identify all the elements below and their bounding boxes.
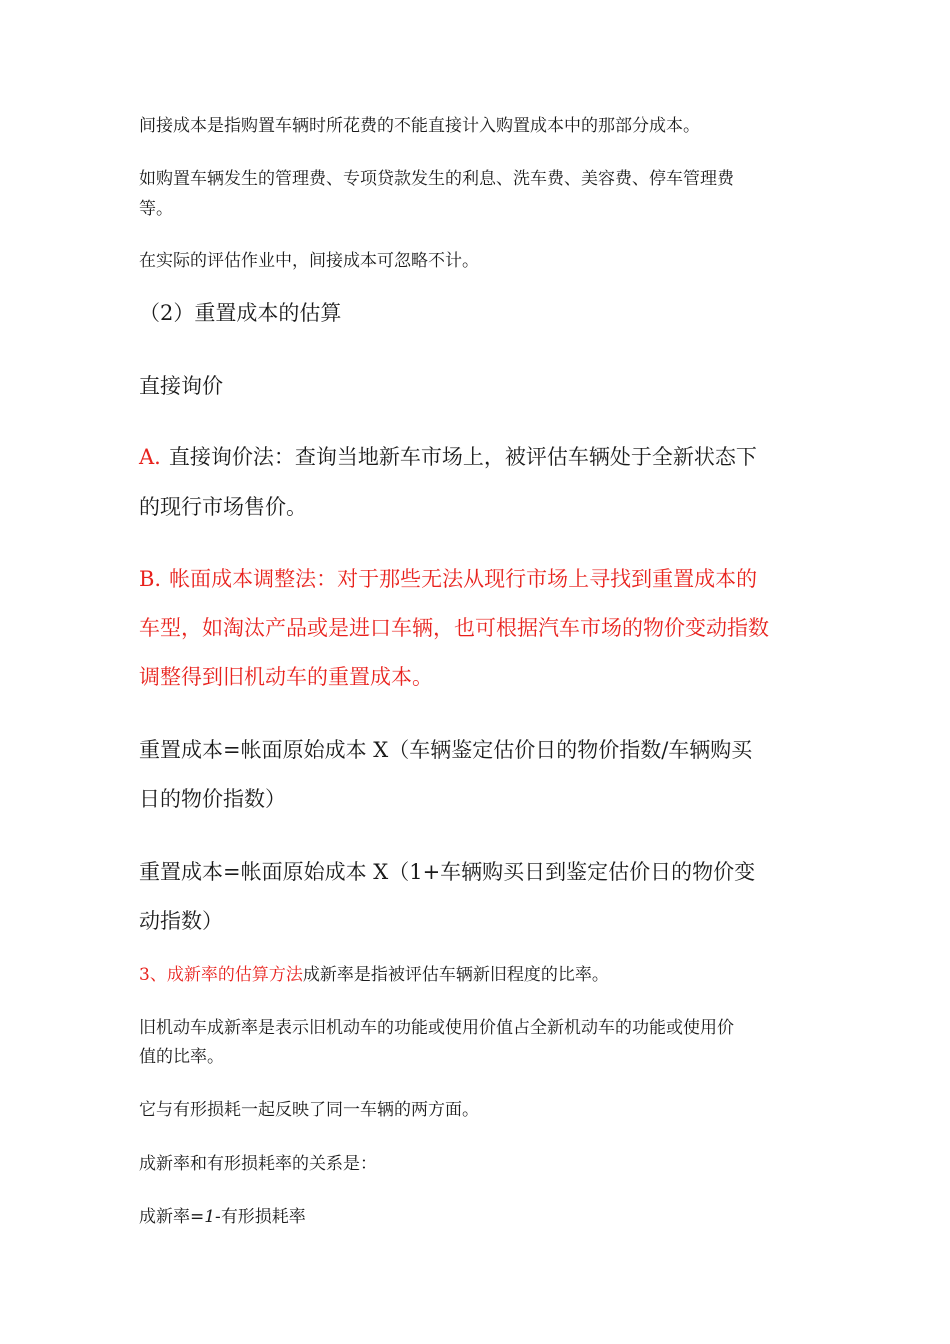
formula-newness-term: 成新率 (139, 1207, 190, 1227)
item-b-text-line1: 帐面成本调整法：对于那些无法从现行市场上寻找到重置成本的 (169, 567, 758, 591)
item-b-label: B. (139, 567, 162, 591)
section3-definition: 成新率是指被评估车辆新旧程度的比率。 (302, 965, 609, 985)
paragraph-newness-rate-line2: 值的比率。 (139, 1047, 224, 1067)
item-a-label: A. (139, 445, 161, 469)
formula2-line2: 动指数） (139, 909, 223, 933)
paragraph-indirect-cost-examples-line2: 等。 (139, 199, 173, 219)
paragraph-indirect-cost-ignore: 在实际的评估作业中，间接成本可忽略不计。 (139, 251, 479, 271)
item-a-line2: 的现行市场售价。 (139, 495, 307, 519)
paragraph-indirect-cost-examples-line1: 如购置车辆发生的管理费、专项贷款发生的利息、洗车费、美容费、停车管理费 (139, 169, 734, 189)
item-a-line1 (139, 441, 757, 471)
formula2-line1: 重置成本=帐面原始成本 X（1+车辆购买日到鉴定估价日的物价变 (139, 860, 756, 884)
formula1-line1: 重置成本=帐面原始成本 X（车辆鉴定估价日的物价指数/车辆购买 (139, 738, 753, 762)
item-b-line2: 车型，如淘汰产品或是进口车辆，也可根据汽车市场的物价变动指数 (139, 616, 769, 640)
formula1-line2: 日的物价指数） (139, 787, 286, 811)
formula-operator: =1- (190, 1207, 221, 1227)
section3-title: 3、成新率的估算方法 (139, 965, 303, 985)
item-b-line1 (139, 563, 757, 593)
paragraph-tangible-loss: 它与有形损耗一起反映了同一车辆的两方面。 (139, 1100, 479, 1120)
paragraph-indirect-cost-definition: 间接成本是指购置车辆时所花费的不能直接计入购置成本中的那部分成本。 (139, 116, 700, 136)
heading-replacement-cost-estimate: （2）重置成本的估算 (139, 301, 342, 325)
item-b-line3: 调整得到旧机动车的重置成本。 (139, 665, 433, 689)
heading-direct-inquiry: 直接询价 (139, 374, 223, 398)
paragraph-relation: 成新率和有形损耗率的关系是： (139, 1154, 377, 1174)
paragraph-newness-rate-line1: 旧机动车成新率是表示旧机动车的功能或使用价值占全新机动车的功能或使用价 (139, 1018, 734, 1038)
formula-loss-term: 有形损耗率 (220, 1207, 306, 1227)
section3-heading-line (139, 960, 609, 985)
item-a-text-line1: 直接询价法：查询当地新车市场上，被评估车辆处于全新状态下 (168, 445, 757, 469)
formula-newness-rate (139, 1202, 306, 1227)
